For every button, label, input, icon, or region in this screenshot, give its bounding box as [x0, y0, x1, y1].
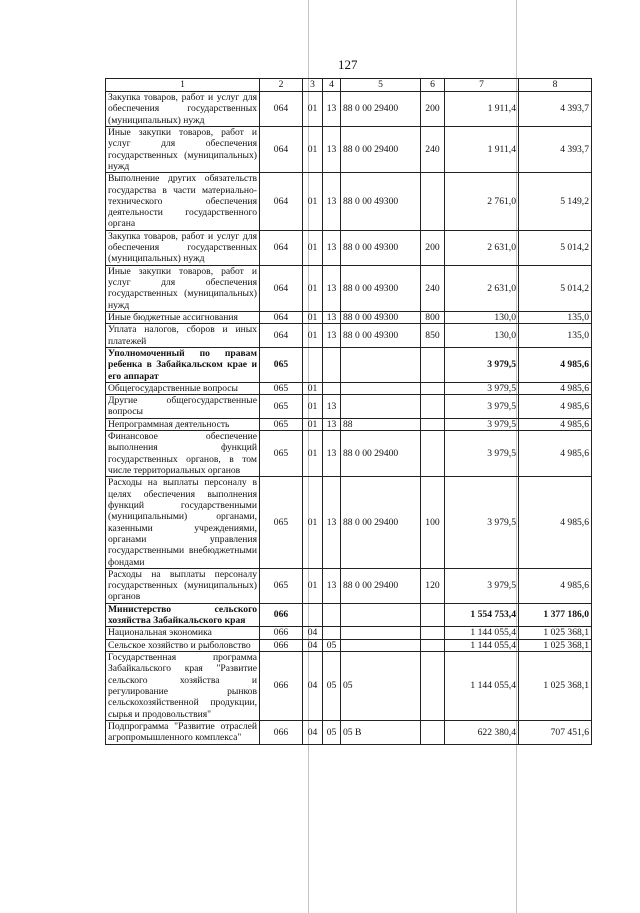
expense-type-code [421, 347, 445, 382]
section-code: 04 [303, 720, 323, 744]
amount-year-2: 1 025 368,1 [519, 627, 592, 639]
section-code: 04 [303, 639, 323, 651]
expense-type-code: 240 [421, 126, 445, 172]
ministry-code: 064 [260, 173, 303, 231]
subsection-code: 05 [323, 652, 341, 721]
ministry-code: 065 [260, 477, 303, 569]
table-row [106, 720, 592, 744]
row-name: Иные бюджетные ассигнования [106, 311, 260, 323]
subsection-code [323, 603, 341, 627]
amount-year-1: 1 144 055,4 [445, 652, 519, 721]
row-name: Министерство сельского хозяйства Забайкальского края [106, 603, 260, 627]
expense-type-code [421, 418, 445, 430]
ministry-code: 064 [260, 92, 303, 127]
subsection-code: 05 [323, 720, 341, 744]
subsection-code: 13 [323, 324, 341, 348]
target-article-code: 88 0 00 29400 [341, 126, 421, 172]
amount-year-1: 1 911,4 [445, 92, 519, 127]
target-article-code: 88 [341, 418, 421, 430]
target-article-code: 88 0 00 29400 [341, 431, 421, 477]
expense-type-code [421, 720, 445, 744]
amount-year-1: 1 144 055,4 [445, 627, 519, 639]
amount-year-1: 2 631,0 [445, 265, 519, 311]
amount-year-2: 5 014,2 [519, 265, 592, 311]
subsection-code: 13 [323, 568, 341, 603]
section-code: 01 [303, 395, 323, 419]
subsection-code [323, 347, 341, 382]
table-row [106, 639, 592, 651]
table-row [106, 652, 592, 721]
row-name: Другие общегосударственные вопросы [106, 395, 260, 419]
target-article-code [341, 603, 421, 627]
subsection-code: 13 [323, 418, 341, 430]
row-name: Уполномоченный по правам ребенка в Забайкальском крае и его аппарат [106, 347, 260, 382]
section-code: 01 [303, 311, 323, 323]
table-row [106, 395, 592, 419]
subsection-code: 13 [323, 431, 341, 477]
ministry-code: 065 [260, 431, 303, 477]
subsection-code: 13 [323, 230, 341, 265]
section-code [303, 347, 323, 382]
ministry-code: 066 [260, 652, 303, 721]
amount-year-1: 1 144 055,4 [445, 639, 519, 651]
subsection-code: 05 [323, 639, 341, 651]
amount-year-2: 135,0 [519, 311, 592, 323]
subsection-code [323, 382, 341, 394]
expense-type-code: 120 [421, 568, 445, 603]
row-name: Расходы на выплаты персоналу в целях обеспечения выполнения функций государственными (муниципальными) органами, казенными учреждениями, органами управления государственными внебюджетными фондами [106, 477, 260, 569]
amount-year-1: 130,0 [445, 324, 519, 348]
table-row [106, 382, 592, 394]
expense-type-code: 100 [421, 477, 445, 569]
amount-year-1: 3 979,5 [445, 568, 519, 603]
target-article-code: 88 0 00 49300 [341, 230, 421, 265]
row-name: Сельское хозяйство и рыболовство [106, 639, 260, 651]
subsection-code: 13 [323, 265, 341, 311]
expense-type-code: 800 [421, 311, 445, 323]
amount-year-1: 3 979,5 [445, 418, 519, 430]
ministry-code: 064 [260, 311, 303, 323]
amount-year-1: 3 979,5 [445, 431, 519, 477]
table-row [106, 568, 592, 603]
amount-year-2: 4 985,6 [519, 395, 592, 419]
ministry-code: 065 [260, 568, 303, 603]
page-number: 127 [338, 57, 358, 72]
amount-year-2: 5 149,2 [519, 173, 592, 231]
amount-year-2: 4 985,6 [519, 568, 592, 603]
ministry-code: 064 [260, 126, 303, 172]
section-code: 04 [303, 652, 323, 721]
expense-type-code [421, 382, 445, 394]
row-name: Иные закупки товаров, работ и услуг для обеспечения государственных (муниципальных) нужд [106, 265, 260, 311]
table-row [106, 418, 592, 430]
expense-type-code [421, 431, 445, 477]
expense-type-code: 850 [421, 324, 445, 348]
expense-type-code [421, 627, 445, 639]
ministry-code: 065 [260, 382, 303, 394]
row-name: Расходы на выплаты персоналу государственных (муниципальных) органов [106, 568, 260, 603]
table-row [106, 311, 592, 323]
amount-year-2: 135,0 [519, 324, 592, 348]
target-article-code: 88 0 00 49300 [341, 311, 421, 323]
ministry-code: 066 [260, 627, 303, 639]
amount-year-1: 3 979,5 [445, 347, 519, 382]
row-name: Иные закупки товаров, работ и услуг для обеспечения государственных (муниципальных) нужд [106, 126, 260, 172]
table-header-row [106, 79, 592, 92]
header-cell: 1 [106, 79, 260, 92]
amount-year-1: 2 631,0 [445, 230, 519, 265]
table-row [106, 230, 592, 265]
ministry-code: 065 [260, 418, 303, 430]
expense-type-code [421, 603, 445, 627]
target-article-code: 88 0 00 29400 [341, 568, 421, 603]
expense-type-code [421, 395, 445, 419]
ministry-code: 066 [260, 603, 303, 627]
ministry-code: 064 [260, 324, 303, 348]
target-article-code [341, 395, 421, 419]
target-article-code [341, 627, 421, 639]
amount-year-2: 4 393,7 [519, 92, 592, 127]
target-article-code: 05 [341, 652, 421, 721]
section-code: 04 [303, 627, 323, 639]
row-name: Закупка товаров, работ и услуг для обеспечения государственных (муниципальных) нужд [106, 92, 260, 127]
amount-year-2: 707 451,6 [519, 720, 592, 744]
ministry-code: 064 [260, 230, 303, 265]
expense-type-code [421, 173, 445, 231]
target-article-code: 05 В [341, 720, 421, 744]
subsection-code: 13 [323, 92, 341, 127]
expense-type-code: 240 [421, 265, 445, 311]
table-row [106, 265, 592, 311]
amount-year-2: 4 985,6 [519, 382, 592, 394]
amount-year-2: 5 014,2 [519, 230, 592, 265]
row-name: Подпрограмма "Развитие отраслей агропромышленного комплекса" [106, 720, 260, 744]
section-code: 01 [303, 418, 323, 430]
table-row [106, 173, 592, 231]
section-code [303, 603, 323, 627]
target-article-code: 88 0 00 49300 [341, 324, 421, 348]
header-cell: 4 [323, 79, 341, 92]
target-article-code: 88 0 00 49300 [341, 173, 421, 231]
subsection-code: 13 [323, 311, 341, 323]
section-code: 01 [303, 126, 323, 172]
row-name: Выполнение других обязательств государства в части материально-технического обеспечения деятельности государственного органа [106, 173, 260, 231]
section-code: 01 [303, 230, 323, 265]
amount-year-1: 130,0 [445, 311, 519, 323]
amount-year-2: 4 985,6 [519, 431, 592, 477]
header-cell: 3 [303, 79, 323, 92]
section-code: 01 [303, 477, 323, 569]
row-name: Закупка товаров, работ и услуг для обеспечения государственных (муниципальных) нужд [106, 230, 260, 265]
budget-table [105, 78, 592, 745]
row-name: Финансовое обеспечение выполнения функций государственных органов, в том числе территориальных органов [106, 431, 260, 477]
row-name: Национальная экономика [106, 627, 260, 639]
amount-year-2: 4 985,6 [519, 477, 592, 569]
section-code: 01 [303, 265, 323, 311]
table-row [106, 347, 592, 382]
section-code: 01 [303, 382, 323, 394]
amount-year-1: 3 979,5 [445, 382, 519, 394]
ministry-code: 064 [260, 265, 303, 311]
target-article-code [341, 639, 421, 651]
row-name: Непрограммная деятельность [106, 418, 260, 430]
amount-year-1: 2 761,0 [445, 173, 519, 231]
table-body [106, 92, 592, 745]
expense-type-code: 200 [421, 230, 445, 265]
subsection-code: 13 [323, 126, 341, 172]
expense-type-code [421, 639, 445, 651]
amount-year-2: 1 377 186,0 [519, 603, 592, 627]
amount-year-1: 1 911,4 [445, 126, 519, 172]
expense-type-code: 200 [421, 92, 445, 127]
ministry-code: 065 [260, 347, 303, 382]
table-row [106, 477, 592, 569]
amount-year-1: 1 554 753,4 [445, 603, 519, 627]
amount-year-2: 4 985,6 [519, 347, 592, 382]
table-row [106, 92, 592, 127]
row-name: Государственная программа Забайкальского края "Развитие сельского хозяйства и регулирование рынков сельскохозяйственной продукции, сырья и продовольствия" [106, 652, 260, 721]
section-code: 01 [303, 568, 323, 603]
section-code: 01 [303, 324, 323, 348]
amount-year-2: 1 025 368,1 [519, 652, 592, 721]
row-name: Общегосударственные вопросы [106, 382, 260, 394]
amount-year-2: 4 985,6 [519, 418, 592, 430]
header-cell: 2 [260, 79, 303, 92]
table-row [106, 431, 592, 477]
target-article-code [341, 347, 421, 382]
amount-year-1: 622 380,4 [445, 720, 519, 744]
row-name: Уплата налогов, сборов и иных платежей [106, 324, 260, 348]
amount-year-2: 1 025 368,1 [519, 639, 592, 651]
header-cell: 8 [519, 79, 592, 92]
section-code: 01 [303, 431, 323, 477]
header-cell: 6 [421, 79, 445, 92]
subsection-code: 13 [323, 173, 341, 231]
ministry-code: 065 [260, 395, 303, 419]
section-code: 01 [303, 92, 323, 127]
target-article-code: 88 0 00 49300 [341, 265, 421, 311]
subsection-code: 13 [323, 477, 341, 569]
table-row [106, 324, 592, 348]
section-code: 01 [303, 173, 323, 231]
ministry-code: 066 [260, 639, 303, 651]
table-row [106, 126, 592, 172]
subsection-code [323, 627, 341, 639]
amount-year-1: 3 979,5 [445, 395, 519, 419]
target-article-code: 88 0 00 29400 [341, 477, 421, 569]
expense-type-code [421, 652, 445, 721]
amount-year-2: 4 393,7 [519, 126, 592, 172]
header-cell: 5 [341, 79, 421, 92]
target-article-code: 88 0 00 29400 [341, 92, 421, 127]
header-cell: 7 [445, 79, 519, 92]
ministry-code: 066 [260, 720, 303, 744]
table-row [106, 627, 592, 639]
target-article-code [341, 382, 421, 394]
subsection-code: 13 [323, 395, 341, 419]
amount-year-1: 3 979,5 [445, 477, 519, 569]
table-row [106, 603, 592, 627]
